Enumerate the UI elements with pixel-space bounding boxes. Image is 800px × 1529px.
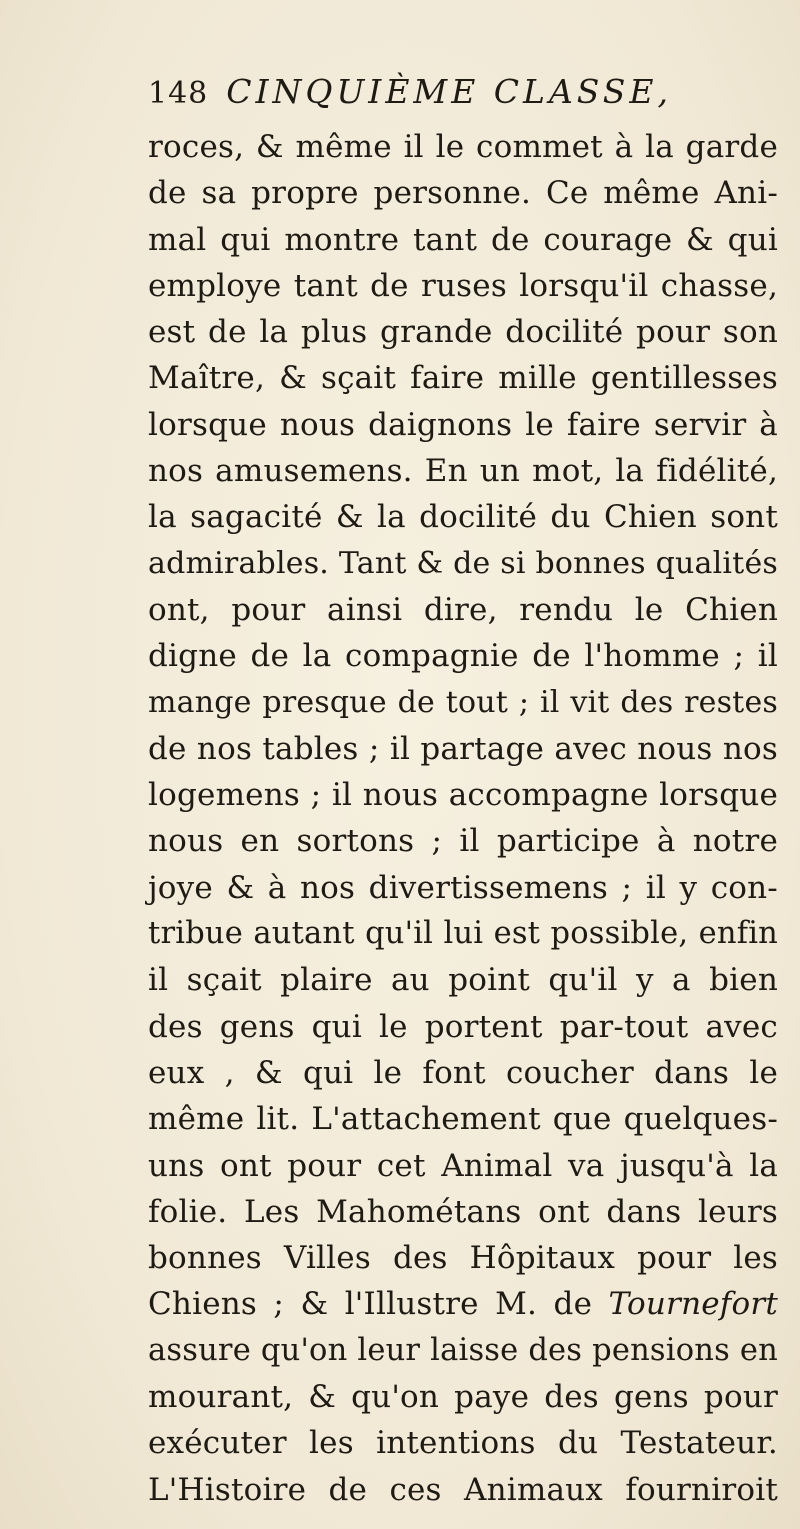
text-line: folie. Les Mahométans ont dans leurs	[148, 1193, 778, 1230]
text-line: Maître, & sçait faire mille gentillesses	[148, 360, 778, 397]
text-line: logemens ; il nous accompagne lorsque	[148, 777, 778, 814]
text-line: bonnes Villes des Hôpitaux pour les	[148, 1240, 778, 1277]
text-line: même lit. L'attachement que quelques-	[148, 1101, 778, 1138]
text-line: nous en sortons ; il participe à notre	[148, 823, 778, 860]
text-line: de sa propre personne. Ce même Ani-	[148, 175, 778, 212]
text-line: assure qu'on leur laisse des pensions en	[148, 1332, 778, 1368]
page-number: 148	[148, 76, 209, 111]
italic-name: Tournefort	[608, 1286, 778, 1323]
text-line: exécuter les intentions du Testateur.	[148, 1425, 778, 1462]
page-header	[148, 72, 778, 118]
text-line: L'Histoire de ces Animaux fourniroit	[148, 1471, 778, 1508]
text-line: ont, pour ainsi dire, rendu le Chien	[148, 591, 778, 628]
text-line: mal qui montre tant de courage & qui	[148, 221, 778, 258]
text-line: roces, & même il le commet à la garde	[148, 129, 778, 165]
text-line-with-name	[148, 1281, 778, 1327]
text-line: tribue autant qu'il lui est possible, enfin	[148, 916, 778, 952]
text-line: uns ont pour cet Animal va jusqu'à la	[148, 1147, 778, 1184]
text-line: mange presque de tout ; il vit des restes	[148, 684, 778, 720]
text-line: admirables. Tant & de si bonnes qualités	[148, 545, 778, 581]
text-line: de nos tables ; il partage avec nous nos	[148, 730, 778, 767]
text-line: est de la plus grande docilité pour son	[148, 314, 778, 351]
body-text	[148, 124, 778, 1513]
text-line: lorsque nous daignons le faire servir à	[148, 406, 778, 443]
text-line: joye & à nos divertissemens ; il y con-	[148, 869, 778, 906]
running-head: CINQUIÈME CLASSE,	[226, 72, 672, 111]
line-text: Chiens ; & l'Illustre M. de	[148, 1286, 593, 1323]
text-line: digne de la compagnie de l'homme ; il	[148, 638, 778, 675]
text-line: eux , & qui le font coucher dans le	[148, 1054, 778, 1091]
text-line: la sagacité & la docilité du Chien sont	[148, 499, 778, 536]
text-line: nos amusemens. En un mot, la fidélité,	[148, 453, 778, 490]
text-line: employe tant de ruses lorsqu'il chasse,	[148, 267, 778, 304]
text-line: mourant, & qu'on paye des gens pour	[148, 1379, 778, 1416]
text-line: des gens qui le portent par-tout avec	[148, 1008, 778, 1045]
text-line: il sçait plaire au point qu'il y a bien	[148, 962, 778, 999]
